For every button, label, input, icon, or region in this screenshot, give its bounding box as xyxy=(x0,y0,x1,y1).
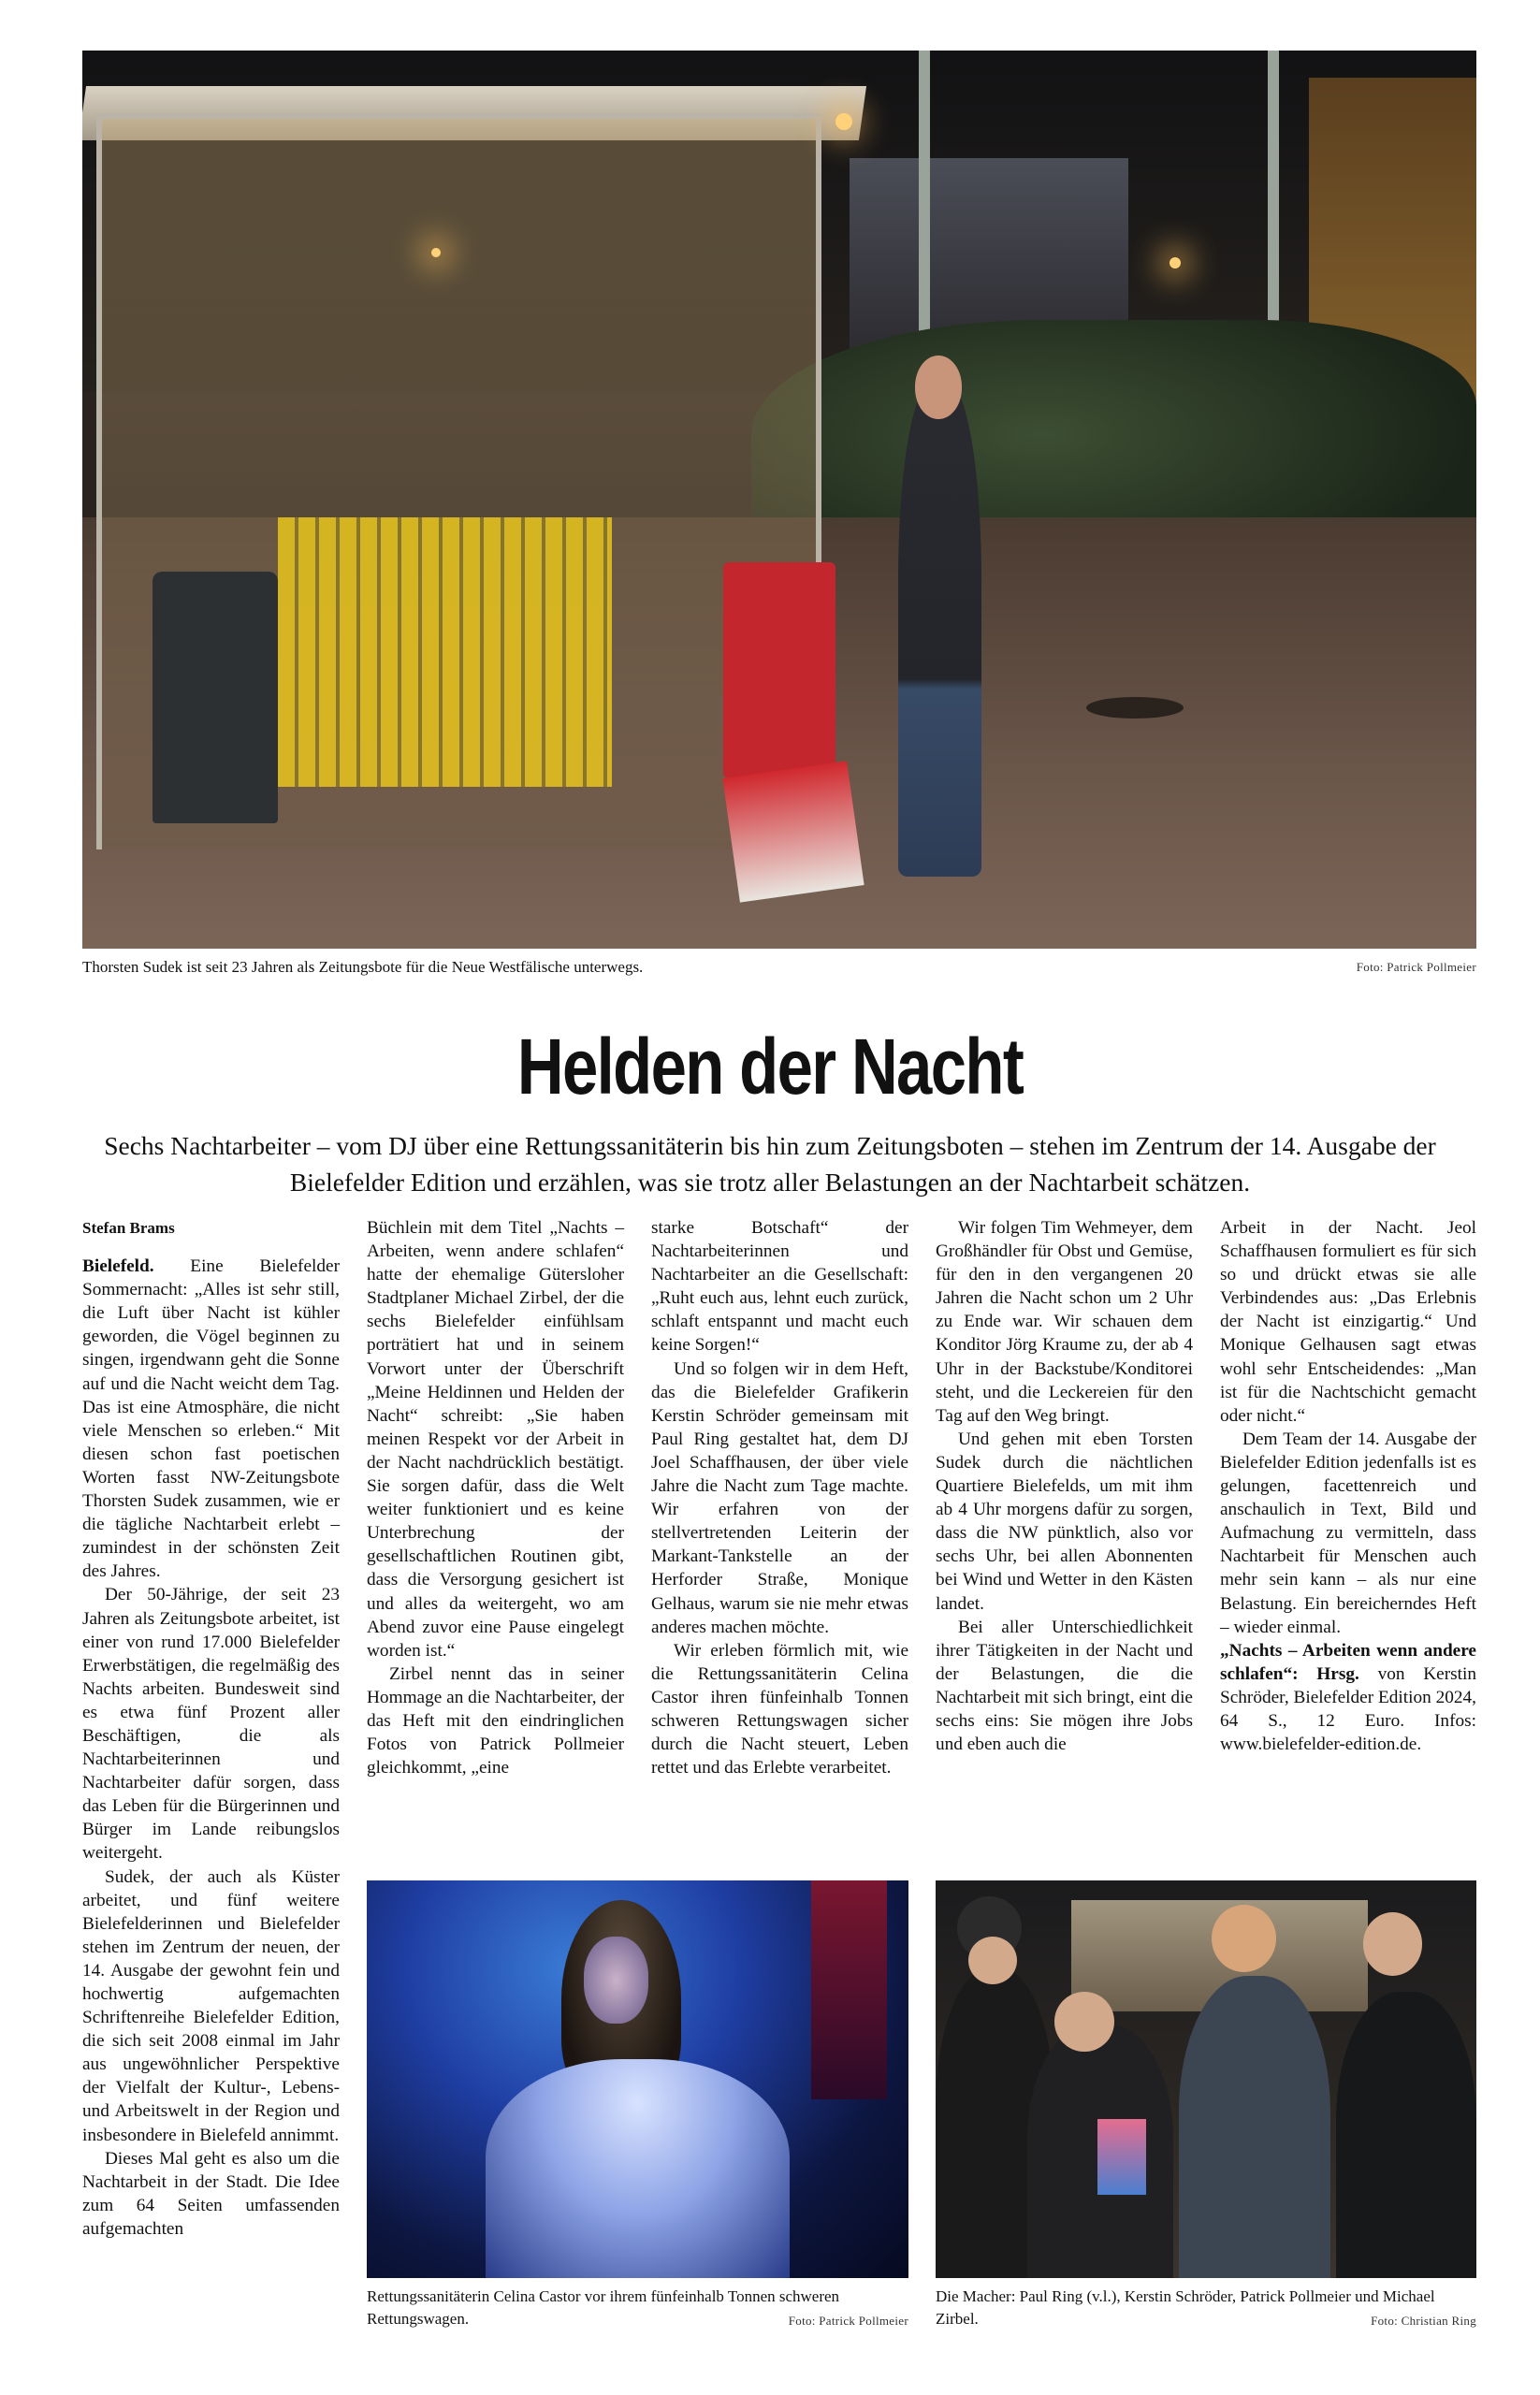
paragraph: Zirbel nennt das in seiner Hommage an die Nachtarbeiter, der das Heft mit den eindringlichen Fotos von Patrick Pollmeier gleichkommt, „eine xyxy=(367,1663,624,1778)
paragraph: Und so folgen wir in dem Heft, das die Bielefelder Grafikerin Kerstin Schröder gemeinsam mit Paul Ring gestaltet hat, dem DJ Joel Schaffhausen, der über viele Jahre die Nacht zum Tage machte. Wir erfahren von der stellvertretenden Leiterin der Markant-Tankstelle an der Herforder Straße, Monique Gelhaus, warum sie nie mehr etwas anderes machen möchte. xyxy=(651,1358,908,1637)
team-caption: Die Macher: Paul Ring (v.l.), Kerstin Schröder, Patrick Pollmeier und Michael Zirbel. xyxy=(936,2287,1435,2328)
paragraph: Wir folgen Tim Wehmeyer, dem Großhändler für Obst und Gemüse, für den in den vergangenen 20 Jahren die Nacht schon um 2 Uhr zu Ende war. Wir schauen dem Konditor Jörg Kraume zu, der ab 4 Uhr in der Backstube/Konditorei steht, und die Leckereien für den Tag auf den Weg bringt. xyxy=(936,1218,1193,1426)
paragraph: Bielefeld. Eine Bielefelder Sommernacht: „Alles ist sehr still, die Luft über Nacht ist kühler geworden, die Vögel beginnen zu singen, irgendwann geht die Sonne auf und die Nacht weicht dem Tag. Das ist eine Atmosphäre, die nicht viele Menschen so erleben.“ Mit diesen schon fast poetischen Worten fasst NW-Zeitungsbote Thorsten Sudek zusammen, wie er die tägliche Nachtarbeit erlebt – zumindest in der schönsten Zeit des Jahres. xyxy=(82,1256,340,1582)
article-column-5 xyxy=(1220,1216,1476,1756)
paragraph: Bei aller Unterschiedlichkeit ihrer Tätigkeiten in der Nacht und der Belastungen, die die Nachtarbeit mit sich bringt, eint die sechs eins: Sie mögen ihre Jobs und eben auch die xyxy=(936,1617,1193,1755)
book-info-title: „Nachts – Arbeiten wenn andere schlafen“: Hrsg. xyxy=(1220,1640,1476,1684)
dateline: Bielefeld. xyxy=(82,1256,154,1277)
article-column-4 xyxy=(936,1216,1193,1756)
hero-credit: Foto: Patrick Pollmeier xyxy=(1356,960,1476,974)
paragraph: Dieses Mal geht es also um die Nachtarbeit in der Stadt. Die Idee zum 64 Seiten umfassenden aufgemachten xyxy=(82,2148,340,2239)
paragraph: Der 50-Jährige, der seit 23 Jahren als Zeitungsbote arbeitet, ist einer von rund 17.000 Bielefelder Erwerbstätigen, die regelmäßig des Nachts arbeiten. Bundesweit sind es etwa fünf Prozent aller Beschäftigen, die als Nachtarbeiterinnen und Nachtarbeiter dafür sorgen, dass das Leben für die Bürgerinnen und Bürger im Lande reibungslos weitergeht. xyxy=(82,1585,340,1864)
subhead: Sechs Nachtarbeiter – vom DJ über eine Rettungssanitäterin bis hin zum Zeitungsboten – stehen im Zentrum der 14. Ausgabe der Bielefelder Edition und erzählen, was sie trotz aller Belastungen an der Nachtarbeit schätzen. xyxy=(104,1131,1436,1197)
article-column-1 xyxy=(82,1216,340,2241)
author: Stefan Brams xyxy=(82,1219,175,1237)
article-column-2 xyxy=(367,1216,624,1779)
team-credit: Foto: Christian Ring xyxy=(1371,2314,1476,2328)
paragraph: Arbeit in der Nacht. Jeol Schaffhausen formuliert es für sich so und drückt etwas sie alle Verbindendes aus: „Das Erlebnis der Nacht ist einzigartig.“ Und Monique Gelhausen sagt etwas wohl sehr Entscheidendes: „Man ist für die Nachtschicht gemacht oder nicht.“ xyxy=(1220,1218,1476,1426)
paragraph: Und gehen mit eben Torsten Sudek durch die nächtlichen Quartiere Bielefelds, um mit ihm ab 4 Uhr morgens dafür zu sorgen, dass die NW pünktlich, also vor sechs Uhr, bei allen Abonnenten bei Wind und Wetter in den Kästen landet. xyxy=(936,1429,1193,1614)
paramedic-caption: Rettungssanitäterin Celina Castor vor ihrem fünfeinhalb Tonnen schweren Rettungswagen. xyxy=(367,2287,840,2328)
paragraph: Wir erleben förmlich mit, wie die Rettungssanitäterin Celina Castor ihren fünfeinhalb Tonnen schweren Rettungswagen sicher durch die Nacht steuert, Leben rettet und das Erlebte verarbeitet. xyxy=(651,1640,908,1778)
paragraph: Büchlein mit dem Titel „Nachts – Arbeiten, wenn andere schlafen“ hatte der ehemalige Gütersloher Stadtplaner Michael Zirbel, der die sechs Bielefelder einfühlsam porträtiert hat und in seinem Vorwort unter der Überschrift „Meine Heldinnen und Helden der Nacht“ schreibt: „Sie haben meinen Respekt vor der Arbeit in der Nacht nachdrücklich bestätigt. Sie sorgen dafür, dass die Welt weiter funktioniert und es keine Unterbrechung der gesellschaftlichen Routinen gibt, dass die Versorgung gesichert ist und alles da weitergeht, wo am Abend zuvor eine Pause eingelegt worden ist.“ xyxy=(367,1218,624,1661)
article-column-3 xyxy=(651,1216,908,1779)
paragraph: Dem Team der 14. Ausgabe der Bielefelder Edition jedenfalls ist es gelungen, facettenreich und anschaulich in Text, Bild und Aufmachung zu vermitteln, dass Nachtarbeit für Menschen auch mehr sein kann – als nur eine Belastung. Ein bereicherndes Heft – wieder einmal. xyxy=(1220,1429,1476,1637)
book-info-details: von Kerstin Schröder, Bielefelder Edition 2024, 64 S., 12 Euro. Infos: www.bielefelder-edition.de. xyxy=(1220,1663,1476,1755)
hero-photo xyxy=(82,51,1476,949)
paramedic-credit: Foto: Patrick Pollmeier xyxy=(788,2314,908,2328)
paragraph: Sudek, der auch als Küster arbeitet, und fünf weitere Bielefelderinnen und Bielefelder stehen im Zentrum der neuen, der 14. Ausgabe der gewohnt fein und hochwertig aufgemachten Schriftenreihe Bielefelder Edition, die sich seit 2008 einmal im Jahr aus ungewöhnlicher Perspektive der Vielfalt der Kultur-, Lebens- und Arbeitswelt in der Region und insbesondere in Bielefeld annimmt. xyxy=(82,1866,340,2145)
headline: Helden der Nacht xyxy=(516,1023,1024,1110)
paramedic-photo xyxy=(367,1880,908,2278)
paragraph: starke Botschaft“ der Nachtarbeiterinnen und Nachtarbeiter an die Gesellschaft: „Ruht euch aus, lehnt euch zurück, schlaft entspannt und macht euch keine Sorgen!“ xyxy=(651,1218,908,1356)
hero-caption: Thorsten Sudek ist seit 23 Jahren als Zeitungsbote für die Neue Westfälische unterwegs. xyxy=(82,958,644,976)
book-info xyxy=(1220,1639,1476,1756)
team-photo xyxy=(936,1880,1476,2278)
